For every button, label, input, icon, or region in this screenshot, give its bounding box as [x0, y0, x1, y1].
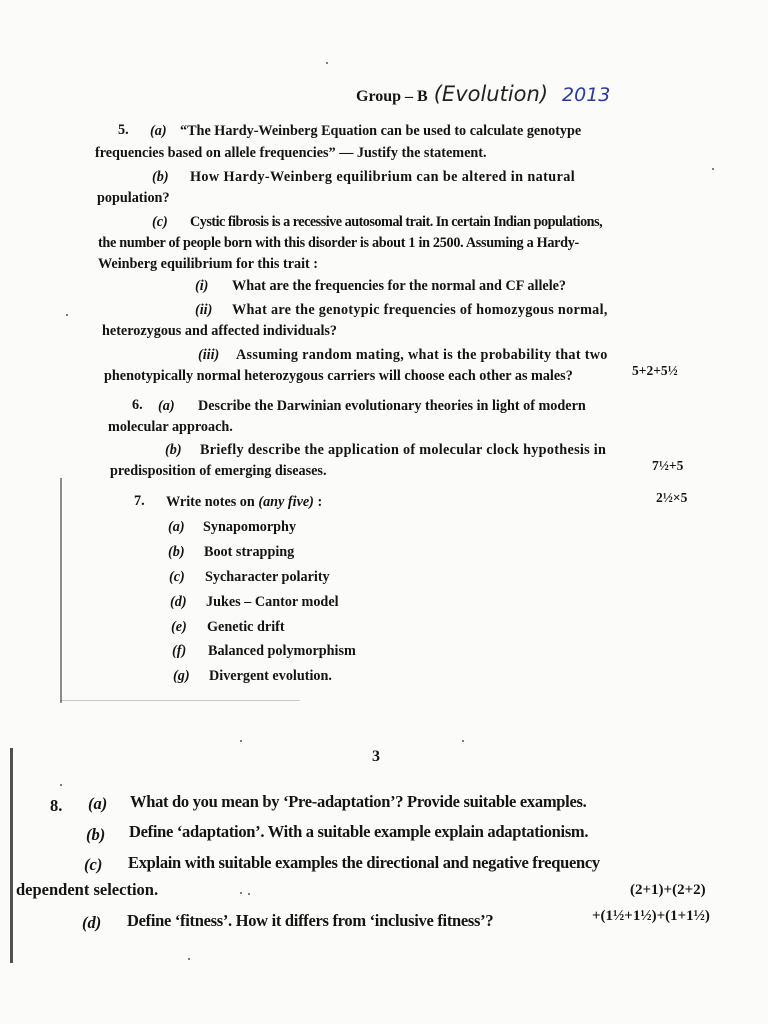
q8c-line1: Explain with suitable examples the directional and negative frequency	[128, 853, 600, 872]
q5-iii-line2: phenotypically normal heterozygous carriers will choose each other as males?	[104, 368, 573, 384]
group-label: Group – B	[356, 88, 428, 105]
q5-i-label: (i)	[195, 278, 209, 294]
scan-speck	[248, 893, 250, 895]
q5c-line3: Weinberg equilibrium for this trait :	[98, 256, 319, 272]
scan-speck	[326, 62, 328, 64]
q7-item-label: (f)	[172, 643, 187, 659]
q6-number: 6.	[132, 397, 143, 413]
q5-ii-line2: heterozygous and affected individuals?	[102, 323, 338, 339]
q7-item-label: (e)	[171, 619, 187, 635]
q5a-line2: frequencies based on allele frequencies” — Justify the statement.	[95, 145, 487, 161]
q7-item-label: (d)	[170, 594, 187, 610]
scan-speck	[240, 740, 242, 742]
q6a-line1: Describe the Darwinian evolutionary theories in light of modern	[198, 398, 586, 414]
q5-ii-line1: What are the genotypic frequencies of homozygous normal,	[232, 302, 608, 318]
q7-item-text: Boot strapping	[204, 544, 295, 560]
q7-item-text: Divergent evolution.	[209, 668, 332, 684]
q5b-label: (b)	[152, 169, 169, 185]
q5a-line1: “The Hardy-Weinberg Equation can be used to calculate genotype	[180, 123, 582, 139]
q5-iii-line1: Assuming random mating, what is the probability that two	[236, 347, 608, 363]
q8d-label: (d)	[82, 913, 102, 932]
q5-marks: 5+2+5½	[632, 363, 678, 378]
section-header	[356, 72, 610, 106]
q8a-label: (a)	[88, 794, 108, 813]
q7-title-suffix: :	[313, 494, 323, 510]
scan-speck	[462, 740, 464, 742]
q5b-line1: How Hardy-Weinberg equilibrium can be altered in natural	[190, 169, 576, 185]
q7-item-label: (b)	[168, 544, 185, 560]
year-handwritten: 2013	[562, 84, 611, 106]
q5-i-text: What are the frequencies for the normal and CF allele?	[232, 278, 567, 294]
q8c-label: (c)	[84, 855, 103, 874]
q5c-line1: Cystic fibrosis is a recessive autosomal trait. In certain Indian populations,	[190, 214, 603, 230]
q7-item-text: Sycharacter polarity	[205, 569, 330, 585]
q8-marks-2: +(1½+1½)+(1+1½)	[592, 908, 710, 924]
scan-fold-line	[60, 700, 300, 701]
scan-binding-line	[10, 748, 13, 963]
q7-number: 7.	[134, 493, 145, 509]
q7-item-label: (c)	[169, 569, 185, 585]
q6b-label: (b)	[165, 442, 182, 458]
q5b-line2: population?	[97, 190, 170, 206]
q7-item-text: Jukes – Cantor model	[206, 594, 339, 610]
q8-marks-1: (2+1)+(2+2)	[630, 882, 706, 898]
q8a-text: What do you mean by ‘Pre-adaptation’? Provide suitable examples.	[130, 792, 587, 811]
scan-speck	[240, 892, 242, 894]
q5c-label: (c)	[152, 214, 168, 230]
q6b-line2: predisposition of emerging diseases.	[110, 463, 327, 479]
q8-number: 8.	[50, 796, 63, 815]
scan-speck	[188, 958, 190, 960]
q7-item-text: Genetic drift	[207, 619, 285, 635]
q7-item-label: (a)	[168, 519, 185, 535]
q7-title-prefix: Write notes on	[166, 494, 259, 510]
q7-item-label: (g)	[173, 668, 190, 684]
q6b-line1: Briefly describe the application of molecular clock hypothesis in	[200, 442, 607, 458]
q8b-label: (b)	[86, 825, 106, 844]
q5-iii-label: (iii)	[198, 347, 220, 363]
q8d-text: Define ‘fitness’. How it differs from ‘inclusive fitness’?	[127, 911, 494, 930]
scan-speck	[712, 168, 714, 170]
scan-speck	[66, 314, 68, 316]
q7-item-text: Synapomorphy	[203, 519, 297, 535]
q7-marks: 2½×5	[656, 490, 688, 505]
q5-ii-label: (ii)	[195, 302, 213, 318]
scan-speck	[60, 784, 62, 786]
scan-edge-line	[60, 478, 62, 703]
q6-marks: 7½+5	[652, 458, 684, 473]
q6a-label: (a)	[158, 398, 175, 414]
q8c-line2: dependent selection.	[16, 880, 159, 899]
q7-item-text: Balanced polymorphism	[208, 643, 356, 659]
q6a-line2: molecular approach.	[108, 419, 233, 435]
q7-title-em: (any five)	[258, 494, 314, 510]
q5a-label: (a)	[150, 123, 167, 139]
q7-title	[166, 493, 322, 511]
topic-handwritten: (Evolution)	[433, 82, 549, 106]
q8b-text: Define ‘adaptation’. With a suitable example explain adaptationism.	[129, 822, 589, 841]
q5-number: 5.	[118, 122, 129, 138]
page-number: 3	[372, 748, 380, 765]
q5c-line2: the number of people born with this disorder is about 1 in 2500. Assuming a Hardy-	[98, 235, 579, 251]
